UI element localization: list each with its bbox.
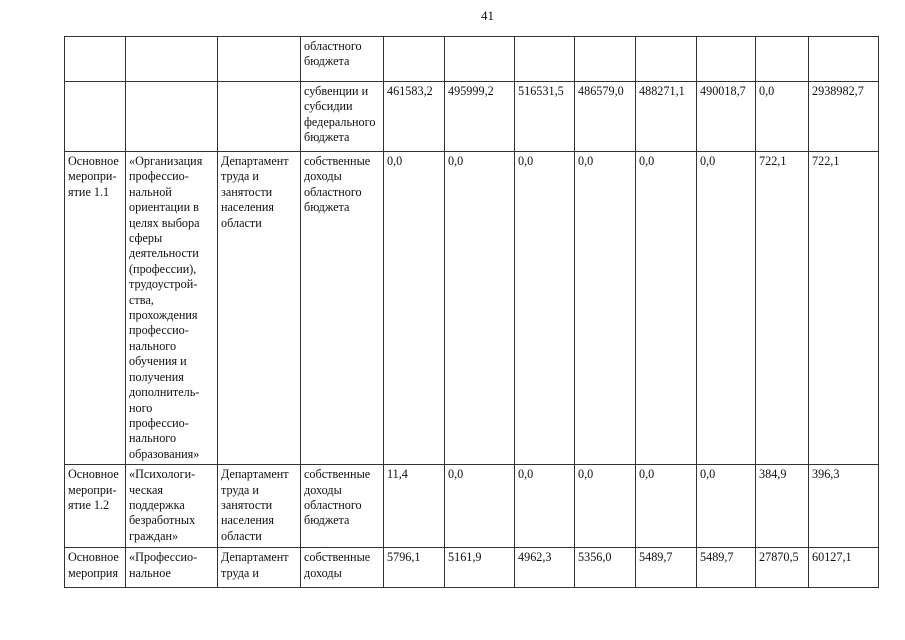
funding-source-cell: собственные доходы областного бюджета bbox=[301, 465, 384, 548]
year-value-cell: 0,0 bbox=[515, 465, 575, 548]
year-value-cell: 0,0 bbox=[575, 465, 636, 548]
event-cell bbox=[65, 37, 126, 82]
year-value-cell: 5796,1 bbox=[384, 548, 445, 588]
year-value-cell: 5161,9 bbox=[445, 548, 515, 588]
page-number: 41 bbox=[481, 8, 494, 23]
table-row bbox=[65, 37, 879, 82]
funding-source-cell: областного бюджета bbox=[301, 37, 384, 82]
event-name-cell: «Профессио- нальное bbox=[126, 548, 218, 588]
executor-cell: Департамент труда и занятости населения области bbox=[218, 152, 301, 465]
funding-source-cell: собственные доходы bbox=[301, 548, 384, 588]
year-value-cell: 0,0 bbox=[445, 152, 515, 465]
year-value-cell: 0,0 bbox=[384, 152, 445, 465]
year-value-cell: 11,4 bbox=[384, 465, 445, 548]
year-value-cell: 488271,1 bbox=[636, 82, 697, 152]
year-value-cell: 490018,7 bbox=[697, 82, 756, 152]
total-value-cell: 396,3 bbox=[809, 465, 879, 548]
total-value-cell: 2938982,7 bbox=[809, 82, 879, 152]
year-value-cell: 0,0 bbox=[636, 465, 697, 548]
year-value-cell bbox=[575, 37, 636, 82]
year-value-cell: 27870,5 bbox=[756, 548, 809, 588]
total-value-cell bbox=[809, 37, 879, 82]
year-value-cell bbox=[756, 37, 809, 82]
executor-cell: Департамент труда и bbox=[218, 548, 301, 588]
year-value-cell: 5489,7 bbox=[636, 548, 697, 588]
executor-cell bbox=[218, 82, 301, 152]
year-value-cell: 384,9 bbox=[756, 465, 809, 548]
year-value-cell: 0,0 bbox=[515, 152, 575, 465]
event-name-cell bbox=[126, 82, 218, 152]
year-value-cell bbox=[445, 37, 515, 82]
year-value-cell: 0,0 bbox=[575, 152, 636, 465]
executor-cell: Департамент труда и занятости населения области bbox=[218, 465, 301, 548]
year-value-cell bbox=[697, 37, 756, 82]
event-cell: Основное меропри- ятие 1.1 bbox=[65, 152, 126, 465]
table-row bbox=[65, 465, 879, 548]
funding-source-cell: собственные доходы областного бюджета bbox=[301, 152, 384, 465]
table-row bbox=[65, 152, 879, 465]
total-value-cell: 722,1 bbox=[809, 152, 879, 465]
budget-table bbox=[64, 36, 879, 588]
year-value-cell bbox=[515, 37, 575, 82]
year-value-cell: 0,0 bbox=[756, 82, 809, 152]
event-name-cell bbox=[126, 37, 218, 82]
table-row bbox=[65, 82, 879, 152]
year-value-cell: 0,0 bbox=[636, 152, 697, 465]
event-name-cell: «Организация профессио- нальной ориентации в целях выбора сферы деятельности (профессии), трудоустрой- ства, прохождения профессио- нального обучения и получения дополнитель- ного профессио- нального образования» bbox=[126, 152, 218, 465]
year-value-cell bbox=[384, 37, 445, 82]
executor-cell bbox=[218, 37, 301, 82]
year-value-cell: 461583,2 bbox=[384, 82, 445, 152]
total-value-cell: 60127,1 bbox=[809, 548, 879, 588]
table-row bbox=[65, 548, 879, 588]
event-cell: Основное мероприя bbox=[65, 548, 126, 588]
funding-source-cell: субвенции и субсидии федерального бюджета bbox=[301, 82, 384, 152]
year-value-cell: 4962,3 bbox=[515, 548, 575, 588]
event-cell bbox=[65, 82, 126, 152]
year-value-cell bbox=[636, 37, 697, 82]
event-name-cell: «Психологи- ческая поддержка безработных граждан» bbox=[126, 465, 218, 548]
year-value-cell: 0,0 bbox=[697, 465, 756, 548]
year-value-cell: 722,1 bbox=[756, 152, 809, 465]
year-value-cell: 0,0 bbox=[697, 152, 756, 465]
year-value-cell: 5356,0 bbox=[575, 548, 636, 588]
year-value-cell: 5489,7 bbox=[697, 548, 756, 588]
year-value-cell: 495999,2 bbox=[445, 82, 515, 152]
event-cell: Основное меропри- ятие 1.2 bbox=[65, 465, 126, 548]
year-value-cell: 516531,5 bbox=[515, 82, 575, 152]
year-value-cell: 0,0 bbox=[445, 465, 515, 548]
year-value-cell: 486579,0 bbox=[575, 82, 636, 152]
